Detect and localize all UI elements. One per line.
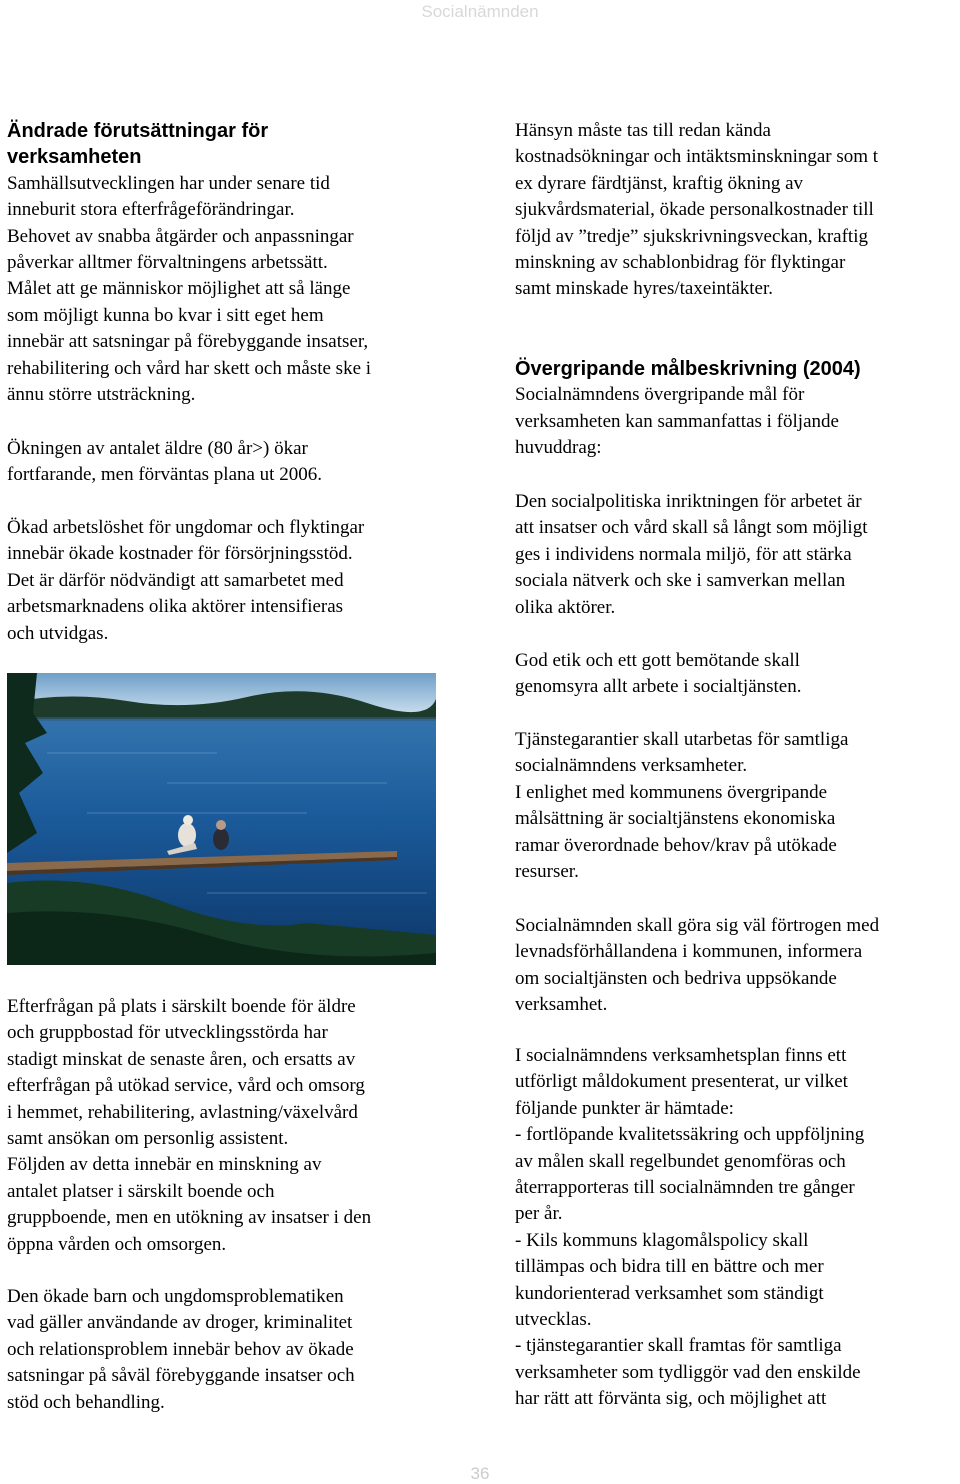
left-paragraph-5: Den ökade barn och ungdomsproblematiken vad gäller användande av droger, kriminalitet och relationsproblem innebär behov av ökade satsningar på såväl förebyggande insatser och stöd och behandling. (7, 1286, 355, 1413)
right-paragraph-5: Tjänstegarantier skall utarbetas för samtliga socialnämndens verksamheter. I enlighet med kommunens övergripande målsättning är socialtjänstens ekonomiska ramar överordnade behov/krav på utökade resurser. (515, 729, 849, 883)
right-heading-block (515, 356, 960, 462)
right-paragraph-3: Den socialpolitiska inriktningen för arbetet är att insatser och vård skall så långt som möjligt ges i individens normala miljö, för att stärka sociala nätverk och ske i samverkan mellan olika aktörer. (515, 491, 868, 618)
right-paragraph-7-block (515, 1043, 960, 1413)
left-paragraph-1: Samhällsutvecklingen har under senare tid inneburit stora efterfrågeförändringar. Behovet av snabba åtgärder och anpassningar påverkar alltmer förvaltningens arbetssätt. Målet att ge människor möjlighet att så länge som möjligt kunna bo kvar i sitt eget hem innebär att satsningar på förebyggande insatser, rehabilitering och vård har skett och måste ske i ännu större utsträckning. (7, 172, 372, 406)
left-paragraph-5-block (7, 1284, 472, 1416)
left-paragraph-4-block (7, 994, 472, 1258)
right-paragraph-6: Socialnämnden skall göra sig väl förtrogen med levnadsförhållandena i kommunen, informera om socialtjänsten och bedriva uppsökande verksamhet. (515, 915, 880, 1016)
right-paragraph-2: Socialnämndens övergripande mål för verksamheten kan sammanfattas i följande huvuddrag: (515, 384, 839, 459)
right-paragraph-6-block (515, 913, 960, 1019)
left-paragraph-2: Ökningen av antalet äldre (80 år>) ökar fortfarande, men förväntas plana ut 2006. (7, 438, 322, 486)
lake-photo (7, 673, 436, 965)
right-paragraph-1: Hänsyn måste tas till redan kända kostnadsökningar och intäktsminskningar som t ex dyrare färdtjänst, kraftig ökning av sjukvårdsmaterial, ökade personalkostnader till följd av ”tredje” sjukskrivningsveckan, kraftig minskning av schablonbidrag för flyktingar samt minskade hyres/taxeintäkter. (515, 120, 879, 300)
left-paragraph-2-block (7, 436, 472, 489)
right-paragraph-5-block (515, 727, 960, 885)
right-paragraph-7: I socialnämndens verksamhetsplan finns ett utförligt måldokument presenterat, ur vilket följande punkter är hämtade: - fortlöpande kvalitetssäkring och uppföljning av målen skall regelbundet genomföras och återrapporteras till socialnämnden tre gånger per år. - Kils kommuns klagomålspolicy skall tillämpas och bidra till en bättre och mer kundorienterad verksamhet som ständigt utvecklas. - tjänstegarantier skall framtas för samtliga verksamheter som tydliggör vad den enskilde har rätt att förvänta sig, och möjlighet att (515, 1045, 865, 1410)
left-paragraph-4: Efterfrågan på plats i särskilt boende för äldre och gruppbostad för utvecklingsstörda har stadigt minskat de senaste åren, och ersatts av efterfrågan på utökad service, vård och omsorg i hemmet, rehabilitering, avlastning/växelvård samt ansökan om personlig assistent. Följden av detta innebär en minskning av antalet platser i särskilt boende och gruppboende, men en utökning av insatser i den öppna vården och omsorgen. (7, 996, 372, 1255)
right-heading: Övergripande målbeskrivning (2004) (515, 358, 861, 380)
left-paragraph-3: Ökad arbetslöshet för ungdomar och flyktingar innebär ökade kostnader för försörjningsstöd. Det är därför nödvändigt att samarbetet med arbetsmarknadens olika aktörer intensifieras och utvidgas. (7, 517, 365, 644)
page-header: Socialnämnden (421, 2, 539, 21)
right-paragraph-1-block (515, 118, 960, 303)
left-heading: Ändrade förutsättningar för verksamheten (7, 120, 269, 169)
page-number: 36 (470, 1464, 490, 1483)
right-paragraph-3-block (515, 489, 960, 621)
lake-photo-image (7, 673, 436, 965)
left-paragraph-3-block (7, 515, 472, 647)
right-paragraph-4-block (515, 648, 960, 701)
right-paragraph-4: God etik och ett gott bemötande skall genomsyra allt arbete i socialtjänsten. (515, 650, 802, 698)
left-heading-block (7, 118, 472, 408)
